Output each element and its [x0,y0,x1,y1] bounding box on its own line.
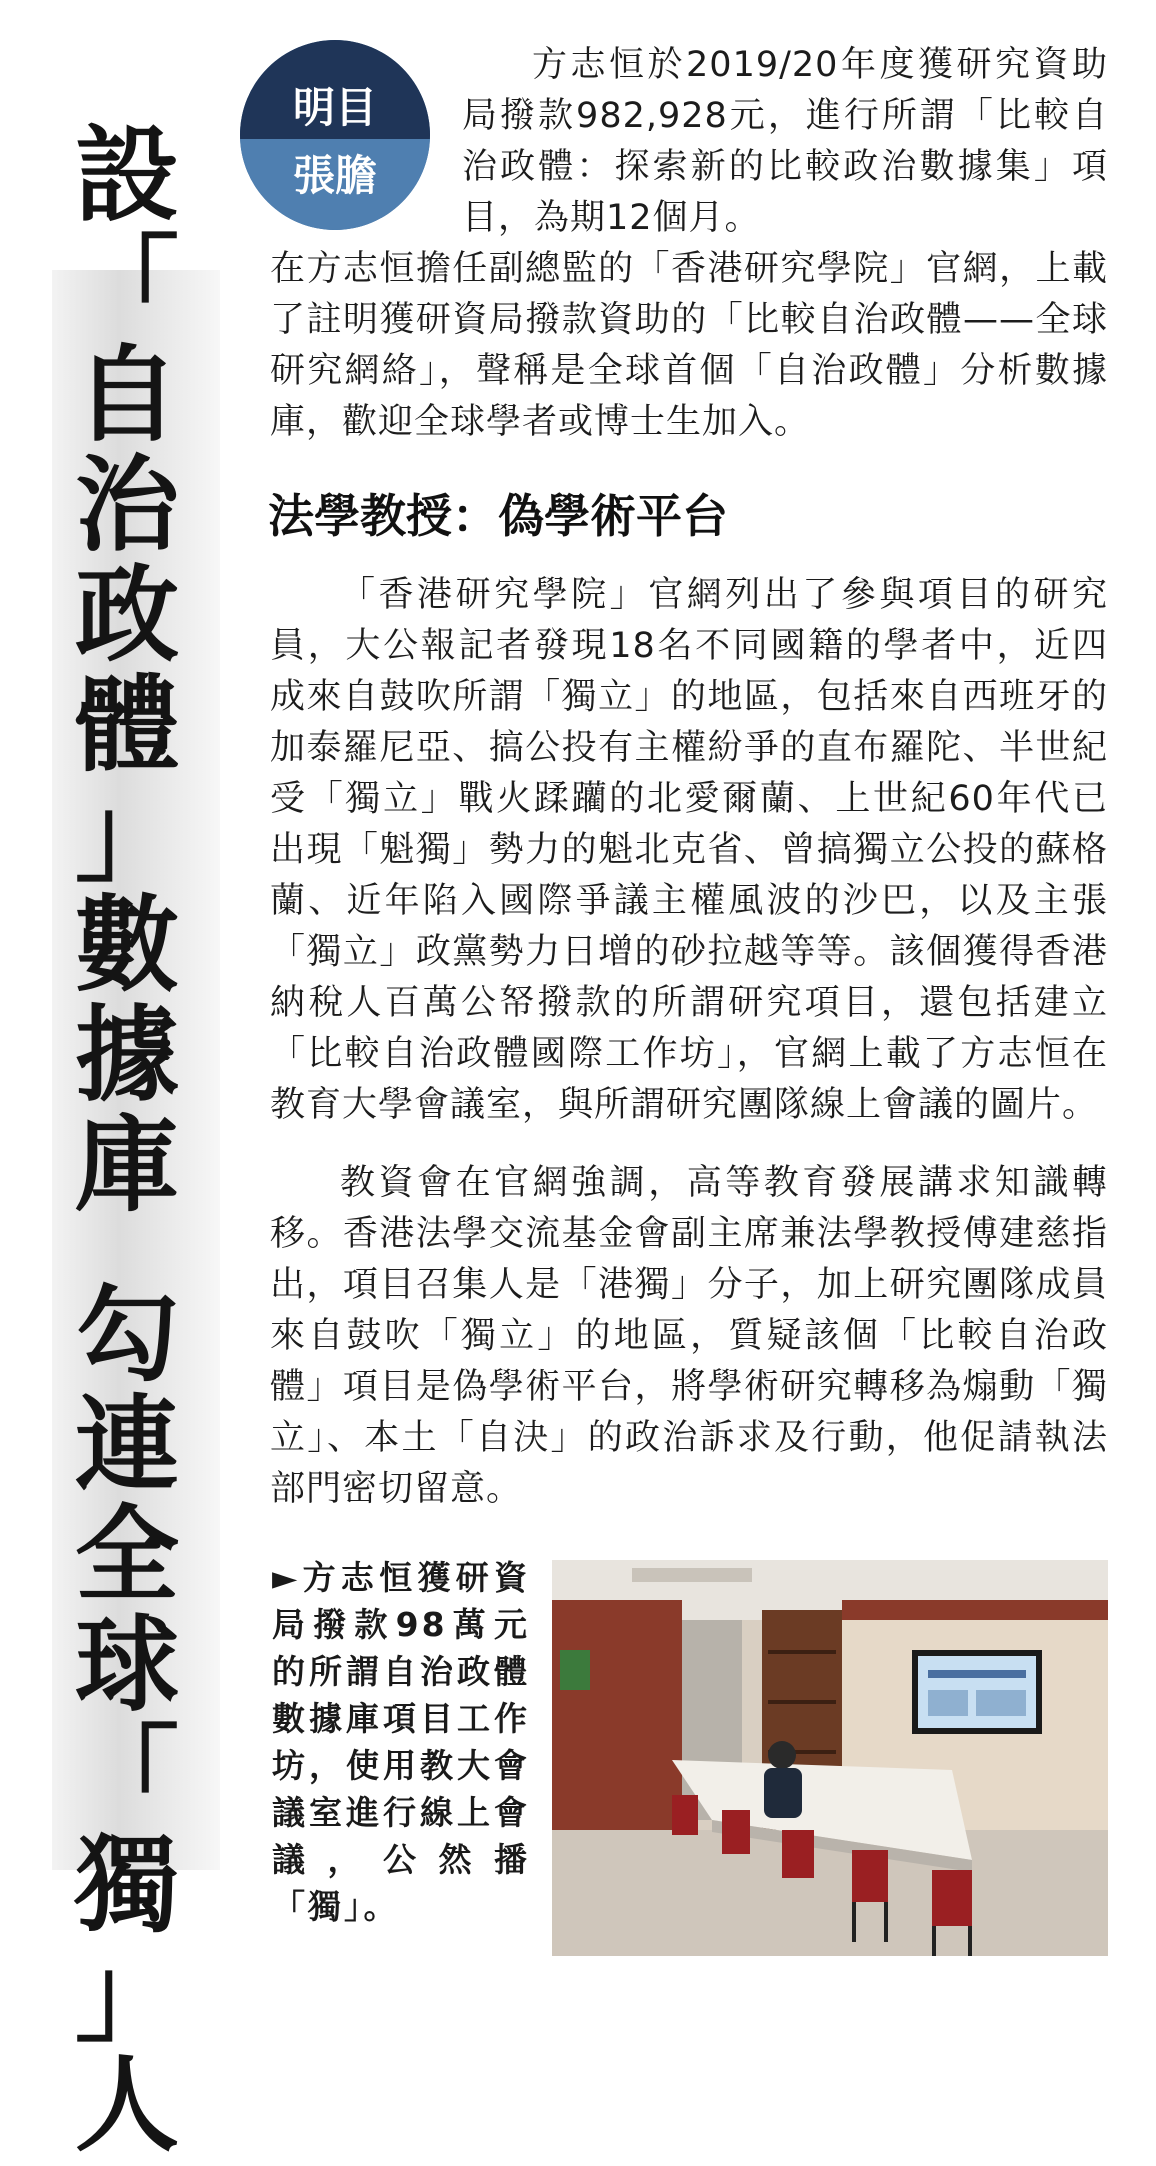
headline-char: 「 [74,224,179,346]
headline-char: 全 [74,1494,179,1616]
headline-char: 自 [74,334,179,456]
headline-char: 庫 [74,1104,179,1226]
headline-char: 」 [74,774,179,896]
headline-char: 治 [74,444,179,566]
headline-char: 「 [74,1714,179,1836]
article-subheading: 法學教授：偽學術平台 [268,489,728,543]
headline-char: 人 [74,2044,179,2166]
meeting-room-photo [552,1560,1108,1956]
column-badge [240,40,430,230]
photo-caption: ►方志恒獲研資局撥款98萬元的所謂自治政體數據庫項目工作坊，使用教大會議室進行線上會議，公然播「獨」。 [272,1558,530,1926]
headline-char: 據 [74,994,179,1116]
article-paragraph-3: 「香港研究學院」官網列出了參與項目的研究員，大公報記者發現18名不同國籍的學者中，近四成來自鼓吹所謂「獨立」的地區，包括來自西班牙的加泰羅尼亞、搞公投有主權紛爭的直布羅陀、半世紀受「獨立」戰火蹂躪的北愛爾蘭、上世紀60年代已出現「魁獨」勢力的魁北克省、曾搞獨立公投的蘇格蘭、近年陷入國際爭議主權風波的沙巴，以及主張「獨立」政黨勢力日增的砂拉越等等。該個獲得香港納稅人百萬公帑撥款的所謂研究項目，還包括建立「比較自治政體國際工作坊」，官網上載了方志恒在教育大學會議室，與所謂研究團隊線上會議的圖片。 [270,575,1108,1125]
headline-spacer [62,1220,192,1280]
headline-char: 體 [74,664,179,786]
article-paragraph-1: 方志恒於2019/20年度獲研究資助局撥款982,928元，進行所謂「比較自治政體：探索新的比較政治數據集」項目，為期12個月。 [462,45,1108,238]
badge-top-label: 明目 [240,40,430,139]
headline-char: 數 [74,884,179,1006]
article-paragraph-2: 在方志恒擔任副總監的「香港研究學院」官網，上載了註明獲研資局撥款資助的「比較自治政體——全球研究網絡」，聲稱是全球首個「自治政體」分析數據庫，歡迎全球學者或博士生加入。 [270,249,1108,442]
headline-char: 」 [74,1934,179,2056]
badge-bottom-label: 張膽 [240,139,430,230]
headline-char: 獨 [74,1824,179,1946]
headline-char: 勾 [74,1274,179,1396]
headline-char: 設 [74,114,179,236]
headline-char: 連 [74,1384,179,1506]
article-paragraph-4: 教資會在官網強調，高等教育發展講求知識轉移。香港法學交流基金會副主席兼法學教授傅建慈指出，項目召集人是「港獨」分子，加上研究團隊成員來自鼓吹「獨立」的地區，質疑該個「比較自治政體」項目是偽學術平台，將學術研究轉移為煽動「獨立」、本土「自決」的政治訴求及行動，他促請執法部門密切留意。 [270,1163,1108,1509]
headline-char: 政 [74,554,179,676]
vertical-headline [62,114,192,2166]
headline-char: 球 [74,1604,179,1726]
